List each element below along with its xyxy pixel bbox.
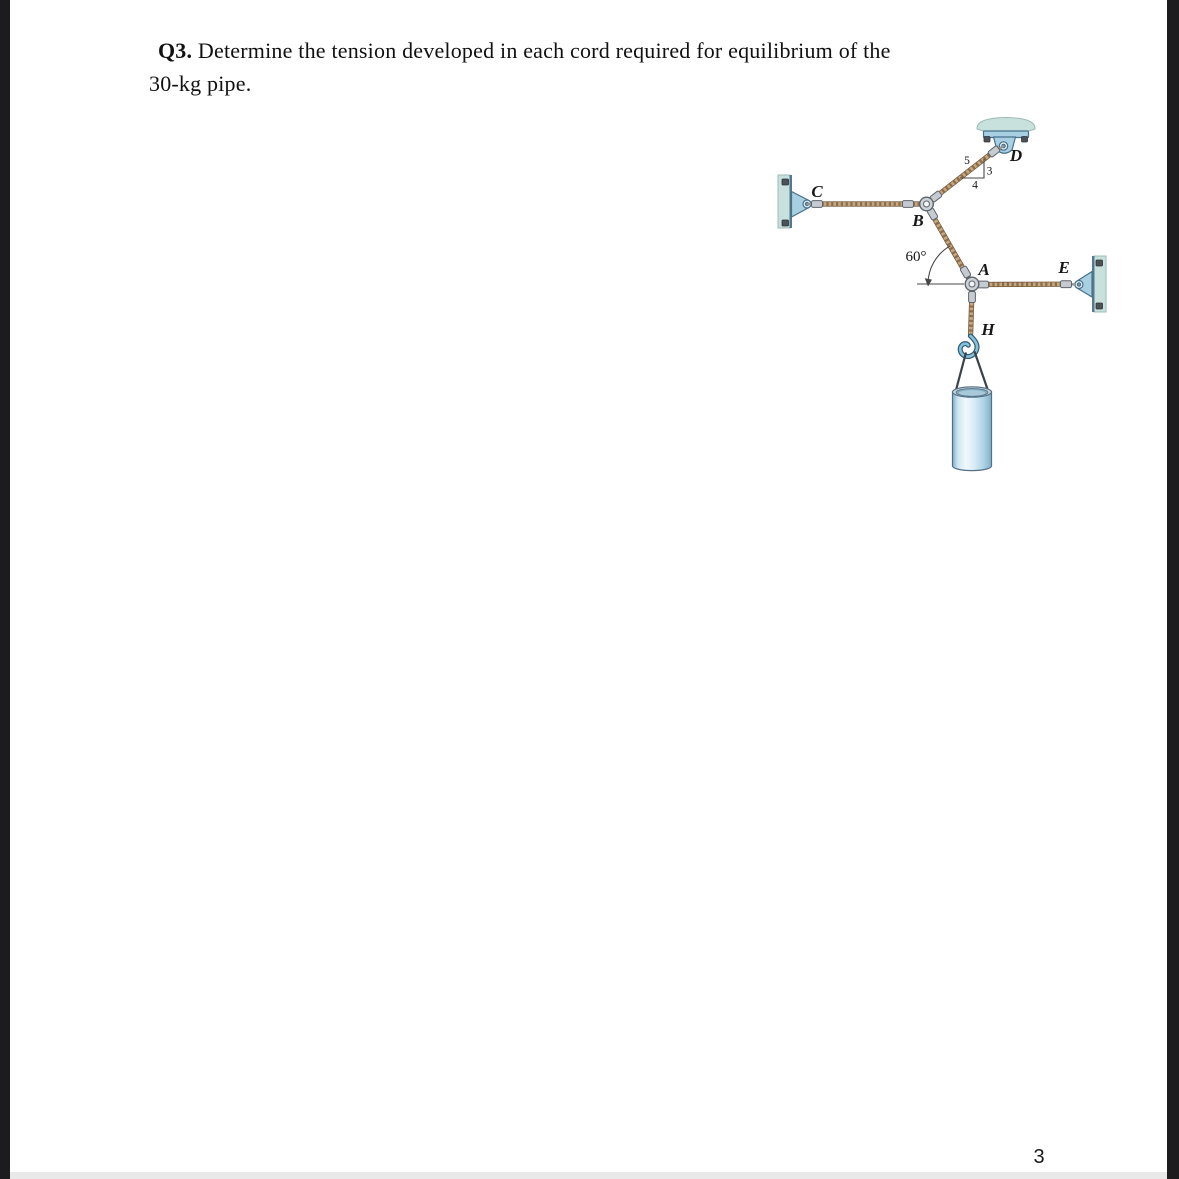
label-hypotenuse: 5	[964, 155, 970, 167]
bolt-icon	[1096, 303, 1103, 309]
ferrule	[812, 201, 823, 208]
bolt-icon	[782, 179, 789, 185]
ferrule	[960, 266, 971, 279]
rope-outline	[812, 148, 1071, 338]
pipe-rim-inner-wall	[959, 390, 985, 396]
page-bottom-edge	[10, 1172, 1167, 1179]
eyelets	[803, 142, 1083, 289]
bolt-icon	[1096, 260, 1103, 266]
label-c: C	[811, 182, 823, 201]
label-angle: 60°	[905, 249, 927, 265]
problem-number: Q3.	[158, 38, 193, 63]
label-a: A	[978, 260, 990, 279]
ferrule	[903, 201, 914, 208]
label-d: D	[1009, 146, 1023, 165]
brackets	[792, 131, 1093, 297]
ring-b-hole	[924, 201, 930, 207]
label-e: E	[1058, 258, 1070, 277]
page-number: 3	[1033, 1146, 1045, 1168]
statics-figure	[770, 95, 1120, 490]
bolt-icon	[1022, 137, 1028, 143]
arrowhead-icon	[925, 278, 932, 286]
problem-statement	[149, 34, 1079, 100]
label-b: B	[912, 211, 924, 230]
rope-base	[812, 148, 1071, 338]
links	[807, 146, 1076, 285]
problem-text-line2: 30-kg pipe.	[149, 71, 252, 96]
ferrule	[969, 292, 976, 303]
pipe	[953, 387, 992, 471]
rope-twist	[812, 148, 1071, 338]
annotations	[917, 159, 984, 284]
ring-a-hole	[969, 281, 975, 287]
figure-svg	[770, 95, 1120, 490]
ferrule	[1061, 281, 1072, 288]
bolt-icon	[984, 137, 990, 143]
problem-text-line1: Determine the tension developed in each cord required for equilibrium of the	[197, 38, 891, 63]
document-page	[10, 0, 1167, 1172]
label-horizontal: 4	[972, 179, 978, 192]
angle-arc	[928, 246, 950, 284]
label-vertical: 3	[986, 165, 993, 178]
label-h: H	[981, 320, 995, 339]
ferrules	[812, 145, 1072, 302]
figure-labels	[811, 146, 1069, 339]
bolt-icon	[782, 220, 789, 226]
eyelet-e-hole	[1077, 283, 1080, 286]
pipe-body	[953, 392, 992, 471]
